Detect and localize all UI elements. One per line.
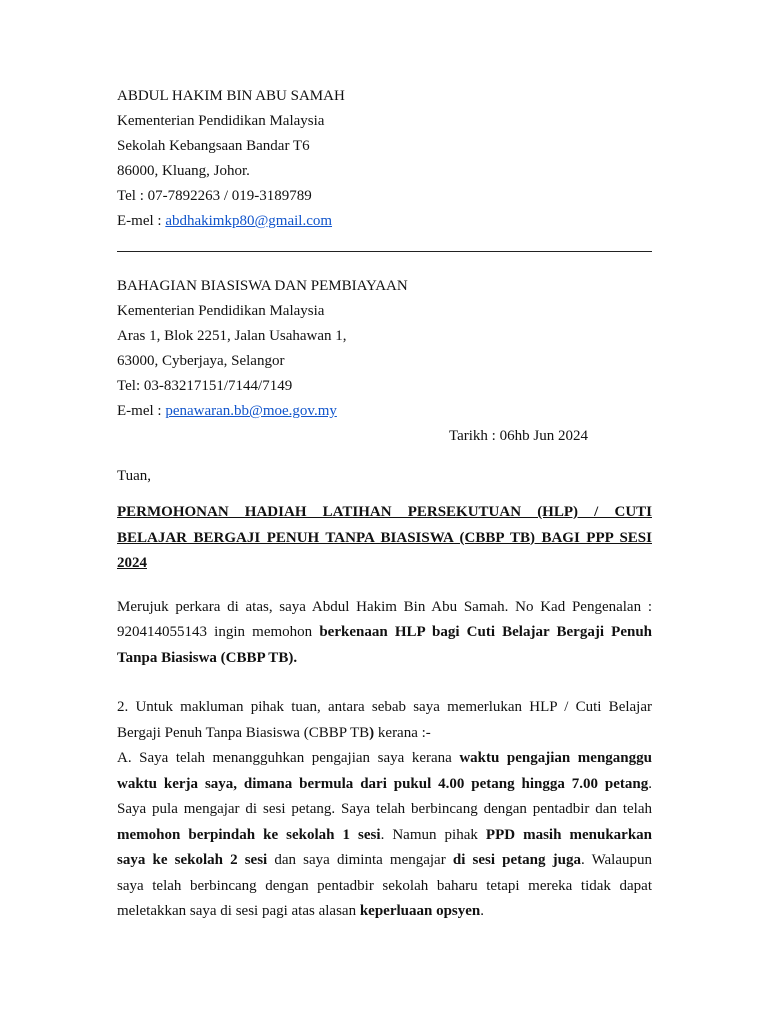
- reason-a-bold: waktu pengajian menganggu: [459, 750, 652, 766]
- salutation: Tuan,: [117, 468, 152, 484]
- letter-page: [117, 84, 652, 925]
- reason-a-bold-transfer: memohon berpindah ke sekolah 1 sesi: [117, 826, 381, 843]
- reason-a-final-period: .: [480, 903, 485, 919]
- recipient-dept: BAHAGIAN BIASISWA DAN PEMBIAYAAN: [117, 278, 408, 294]
- reason-a-text-walaupun: . Walaupun: [580, 852, 653, 868]
- para2-bold-paren: ): [369, 724, 375, 741]
- reason-a-bold-ppd: PPD masih menukarkan: [485, 826, 653, 843]
- reason-a-text: A. Saya telah menangguhkan pengajian saya kerana: [117, 750, 460, 766]
- paragraph-reasons: [117, 695, 652, 925]
- para2-line-5: Saya pula mengajar di sesi petang. Saya telah berbincang dengan pentadbir dan telah: [117, 801, 652, 817]
- recipient-email-link[interactable]: penawaran.bb@moe.gov.my: [165, 403, 337, 419]
- para2-line-9: [117, 899, 652, 925]
- recipient-email-label: E-mel :: [117, 403, 166, 419]
- para2-line-3: [117, 746, 652, 772]
- para1-line-1: Merujuk perkara di atas, saya Abdul Hakim Bin Abu Samah. No Kad Pengenalan :: [117, 598, 652, 615]
- recipient-block: [117, 274, 652, 424]
- recipient-email-line: [117, 399, 652, 424]
- divider-line: [117, 251, 652, 252]
- sender-name: ABDUL HAKIM BIN ABU SAMAH: [117, 88, 345, 104]
- para1-bold-text: berkenaan HLP bagi Cuti Belajar Bergaji Penuh: [319, 624, 652, 640]
- paragraph-intro: [117, 595, 652, 672]
- para2-line-1: 2. Untuk makluman pihak tuan, antara sebab saya memerlukan HLP / Cuti Belajar: [117, 699, 652, 715]
- reason-a-text-reason: meletakkan saya di sesi pagi atas alasan: [117, 903, 360, 919]
- reason-a-period: .: [648, 775, 652, 792]
- sender-block: [117, 84, 652, 234]
- recipient-org: Kementerian Pendidikan Malaysia: [117, 303, 325, 319]
- recipient-address-1: Aras 1, Blok 2251, Jalan Usahawan 1,: [117, 328, 347, 344]
- subject-line-3: 2024: [117, 555, 147, 571]
- para2-text-end: kerana :-: [374, 724, 431, 741]
- sender-email-line: [117, 209, 652, 234]
- para2-line-8: saya telah berbincang dengan pentadbir sekolah baharu tetapi mereka tidak dapat: [117, 877, 652, 894]
- sender-email-label: E-mel :: [117, 213, 166, 229]
- subject-line-2: BELAJAR BERGAJI PENUH TANPA BIASISWA (CBBP TB) BAGI PPP SESI: [117, 529, 652, 546]
- reason-a-text-namun: . Namun pihak: [380, 826, 486, 843]
- para1-line-3: [117, 646, 652, 672]
- para2-line-7: [117, 848, 652, 874]
- letter-date: Tarikh : 06hb Jun 2024: [449, 428, 588, 444]
- recipient-address-2: 63000, Cyberjaya, Selangor: [117, 353, 285, 369]
- reason-a-bold-opsyen: keperluaan opsyen: [359, 903, 481, 919]
- para2-line-2: [117, 721, 652, 747]
- para2-line-4: [117, 772, 652, 798]
- reason-a-bold-hours: waktu kerja saya, dimana bermula dari pukul 4.00 petang hingga 7.00 petang: [117, 775, 649, 792]
- sender-city: 86000, Kluang, Johor.: [117, 163, 250, 179]
- sender-school: Sekolah Kebangsaan Bandar T6: [117, 138, 310, 154]
- subject-heading: [117, 500, 652, 577]
- recipient-tel: Tel: 03-83217151/7144/7149: [117, 378, 293, 394]
- reason-a-bold-school: saya ke sekolah 2 sesi: [117, 852, 268, 868]
- subject-line-1: PERMOHONAN HADIAH LATIHAN PERSEKUTUAN (HLP) / CUTI: [117, 504, 652, 520]
- para1-text: 920414055143 ingin memohon: [117, 624, 320, 640]
- para1-line-2: [117, 620, 652, 646]
- sender-org: Kementerian Pendidikan Malaysia: [117, 113, 325, 129]
- sender-tel: Tel : 07-7892263 / 019-3189789: [117, 188, 312, 204]
- para1-bold-end: Tanpa Biasiswa (CBBP TB).: [117, 649, 298, 666]
- para2-line-6: [117, 823, 652, 849]
- sender-email-link[interactable]: abdhakimkp80@gmail.com: [165, 213, 333, 229]
- para2-text: Bergaji Penuh Tanpa Biasiswa (CBBP TB: [117, 724, 370, 741]
- reason-a-text-asked: dan saya diminta mengajar: [267, 852, 453, 868]
- reason-a-bold-session: di sesi petang juga: [452, 852, 581, 868]
